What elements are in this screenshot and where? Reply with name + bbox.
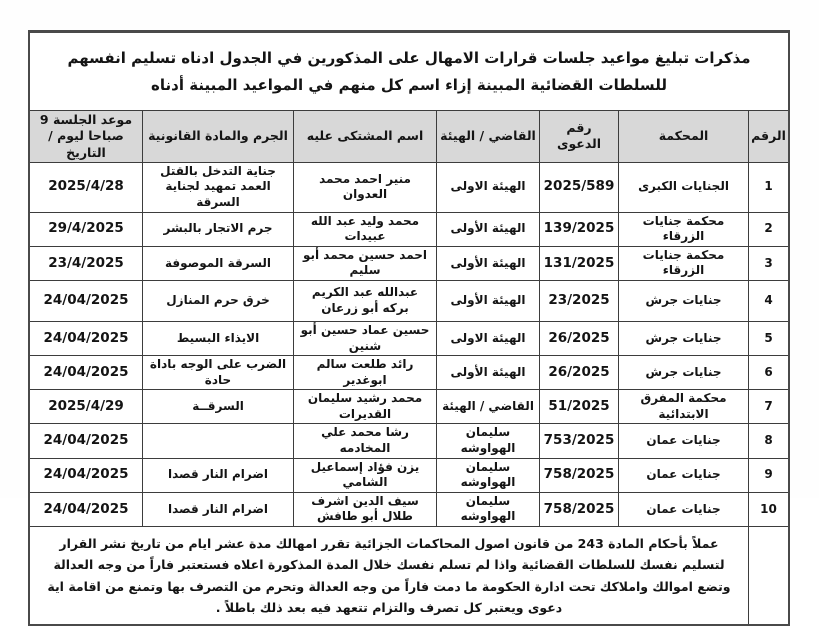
cell-court: جنايات جرش (618, 356, 748, 389)
table-row (30, 493, 788, 527)
cell-court: محكمة المفرق الابتدائية (618, 390, 748, 423)
cell-number: 5 (748, 322, 788, 355)
cell-number: 3 (748, 247, 788, 280)
cell-number: 7 (748, 390, 788, 423)
cell-defendant-name: محمد رشيد سليمان القديرات (293, 390, 436, 423)
cell-crime-article: الضرب على الوجه باداة حادة (142, 356, 293, 389)
cell-crime-article: اضرام النار قصدا (142, 459, 293, 492)
cell-defendant-name: رشا محمد علي المخادمه (293, 424, 436, 457)
cell-hearing-date: 24/04/2025 (43, 500, 129, 517)
cell-defendant-name: محمد وليد عبد الله عبيدات (293, 213, 436, 246)
cell-defendant-name: رائد طلعت سالم ابوغدير (293, 356, 436, 389)
cell-case-number: 139/2025 (539, 213, 618, 246)
cell-court: جنايات عمان (618, 424, 748, 457)
cell-crime-article: خرق حرم المنازل (142, 281, 293, 321)
footer-row (30, 527, 788, 624)
cell-crime-article: السرقــة (142, 390, 293, 423)
table-row (30, 247, 788, 281)
cell-number: 8 (748, 424, 788, 457)
cell-court: جنايات عمان (618, 459, 748, 492)
cell-case-number: 131/2025 (539, 247, 618, 280)
cell-court: جنايات جرش (618, 322, 748, 355)
cell-defendant-name: يزن فؤاد إسماعيل الشامي (293, 459, 436, 492)
cell-judge-panel: الهيئة الأولى (436, 281, 539, 321)
cell-case-number: 23/2025 (539, 281, 618, 321)
cell-defendant-name: حسين عماد حسين أبو شنين (293, 322, 436, 355)
cell-judge-panel: سليمان الهواوشه (436, 493, 539, 526)
table-row (30, 424, 788, 458)
column-header-hearing-date: موعد الجلسة 9 صباحا ليوم / التاريخ (30, 111, 142, 162)
cell-court: جنايات جرش (618, 281, 748, 321)
cell-number: 4 (748, 281, 788, 321)
table-row (30, 459, 788, 493)
cell-hearing-date: 2025/4/28 (48, 178, 124, 195)
cell-court: محكمة جنايات الزرقاء (618, 247, 748, 280)
cell-hearing-date: 2025/4/29 (48, 398, 124, 415)
table-row (30, 356, 788, 390)
cell-hearing-date: 24/04/2025 (43, 329, 129, 346)
cell-case-number: 758/2025 (539, 493, 618, 526)
cell-hearing-date: 29/4/2025 (48, 220, 124, 237)
cell-defendant-name: احمد حسين محمد أبو سليم (293, 247, 436, 280)
cell-case-number: 2025/589 (539, 163, 618, 212)
cell-crime-article: جناية التدخل بالقتل العمد تمهيد لجناية السرقة (142, 163, 293, 212)
cell-crime-article (142, 424, 293, 457)
cell-case-number: 758/2025 (539, 459, 618, 492)
cell-hearing-date: 23/4/2025 (48, 254, 124, 271)
table-row (30, 390, 788, 424)
cell-judge-panel: سليمان الهواوشه (436, 459, 539, 492)
cell-case-number: 753/2025 (539, 424, 618, 457)
cell-judge-panel: الهيئة الأولى (436, 247, 539, 280)
cell-court: محكمة جنايات الزرقاء (618, 213, 748, 246)
table-header-row (30, 111, 788, 163)
table-row (30, 281, 788, 322)
cell-number: 6 (748, 356, 788, 389)
cell-number: 9 (748, 459, 788, 492)
cell-judge-panel: القاضي / الهيئة (436, 390, 539, 423)
cell-court: جنايات عمان (618, 493, 748, 526)
cell-crime-article: اضرام النار قصدا (142, 493, 293, 526)
footer-empty-cell (748, 527, 788, 624)
table-row (30, 322, 788, 356)
cell-case-number: 26/2025 (539, 322, 618, 355)
cell-judge-panel: الهيئة الاولى (436, 163, 539, 212)
cell-defendant-name: سيف الدين اشرف طلال أبو طافش (293, 493, 436, 526)
column-header-case-number: رقم الدعوى (539, 111, 618, 162)
cell-hearing-date: 24/04/2025 (43, 363, 129, 380)
cell-judge-panel: سليمان الهواوشه (436, 424, 539, 457)
cell-case-number: 26/2025 (539, 356, 618, 389)
page-title: مذكرات تبليغ مواعيد جلسات قرارات الامهال على المذكورين في الجدول ادناه تسليم انفسهم للسلطات القضائية المبينة إزاء اسم كل منهم في المواعيد المبينة أدناه (30, 33, 788, 111)
cell-number: 2 (748, 213, 788, 246)
cell-number: 10 (748, 493, 788, 526)
column-header-defendant-name: اسم المشتكى عليه (293, 111, 436, 162)
cell-crime-article: جرم الاتجار بالبشر (142, 213, 293, 246)
cell-defendant-name: عبدالله عبد الكريم بركه أبو زرعان (293, 281, 436, 321)
cell-number: 1 (748, 163, 788, 212)
cell-defendant-name: منير احمد محمد العدوان (293, 163, 436, 212)
cell-judge-panel: الهيئة الاولى (436, 322, 539, 355)
footer-note: عملاً بأحكام المادة 243 من قانون اصول المحاكمات الجزائية تقرر امهالك مدة عشر ايام من تاريخ نشر القرار لتسليم نفسك للسلطات القضائية واذا لم تسلم نفسك خلال المدة المذكورة اعلاه فستعتبر فاراً من وجه العدالة وتضع اموالك واملاكك تحت ادارة الحكومة ما دمت فاراً من وجه العدالة وتحرم من التصرف بها وتمنع من اقامة اية دعوى ويعتبر كل تصرف والتزام تتعهد فيه بعد ذلك باطلاً . (47, 536, 731, 615)
table-row (30, 163, 788, 213)
table-row (30, 213, 788, 247)
cell-hearing-date: 24/04/2025 (43, 466, 129, 483)
cell-judge-panel: الهيئة الأولى (436, 213, 539, 246)
cell-case-number: 51/2025 (539, 390, 618, 423)
cell-crime-article: الايذاء البسيط (142, 322, 293, 355)
column-header-number: الرقم (748, 111, 788, 162)
cell-court: الجنايات الكبرى (618, 163, 748, 212)
cell-hearing-date: 24/04/2025 (43, 292, 129, 309)
cell-judge-panel: الهيئة الأولى (436, 356, 539, 389)
column-header-crime-article: الجرم والمادة القانونية (142, 111, 293, 162)
cell-hearing-date: 24/04/2025 (43, 432, 129, 449)
column-header-judge-panel: القاضي / الهيئة (436, 111, 539, 162)
column-header-court: المحكمة (618, 111, 748, 162)
notice-document (28, 30, 790, 626)
cell-crime-article: السرقة الموصوفة (142, 247, 293, 280)
